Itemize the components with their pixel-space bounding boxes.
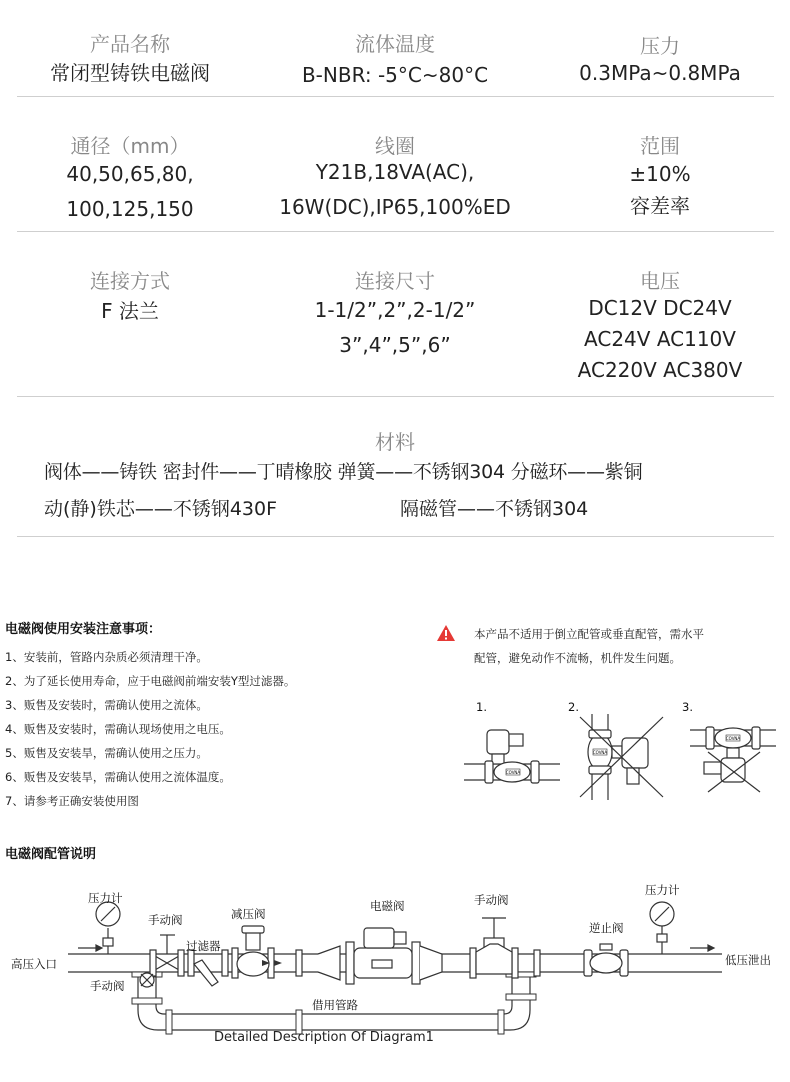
label-manual-valve-right: 手动阀 (474, 893, 509, 907)
note-item: 2、为了延长使用寿命，应于电磁阀前端安装Y型过滤器。 (5, 674, 296, 688)
notes-list (5, 645, 295, 813)
label-check-valve: 逆止阀 (589, 921, 624, 935)
spec-value-size-2: 3”,4”,5”,6” (339, 333, 451, 357)
materials-line-2b: 隔磁管——不锈钢304 (400, 498, 589, 520)
note-item: 7、请参考正确安装使用图 (5, 794, 139, 808)
install-figure-inverted-wrong (688, 712, 778, 802)
spec-value-connection: F 法兰 (101, 299, 159, 323)
spec-header-pressure: 压力 (640, 34, 680, 58)
spec-header-connection-size: 连接尺寸 (355, 269, 435, 293)
materials-line-1: 阀体——铸铁 密封件——丁晴橡胶 弹簧——不锈钢304 分磁环——紫铜 (44, 461, 643, 483)
spec-header-connection: 连接方式 (90, 269, 170, 293)
spec-value-fluid-temp: B-NBR: -5°C~80°C (301, 63, 489, 87)
note-item: 5、贩售及安装旱，需确认使用之压力。 (5, 746, 208, 760)
piping-title: 电磁阀配管说明 (5, 847, 97, 862)
brand-label: COVNA (592, 750, 608, 755)
figure-label-1: 1. (476, 700, 487, 714)
spec-value-voltage-2: AC24V AC110V (584, 327, 736, 351)
label-inlet: 高压入口 (11, 957, 57, 971)
label-outlet: 低压泄出 (725, 953, 771, 967)
spec-header-product-name: 产品名称 (90, 32, 170, 56)
figure-label-3: 3. (682, 700, 693, 714)
spec-value-pressure: 0.3MPa~0.8MPa (579, 61, 741, 85)
spec-value-voltage-3: AC220V AC380V (577, 358, 743, 382)
note-item: 1、安装前，管路内杂质必须清理干净。 (5, 650, 208, 664)
warning-line-1: 本产品不适用于倒立配管或垂直配管，需水平 (474, 627, 704, 641)
spec-value-product-name: 常闭型铸铁电磁阀 (50, 61, 210, 85)
warning-line-2: 配管，避免动作不流畅，机件发生问题。 (474, 651, 681, 665)
spec-header-bore: 通径（mm） (70, 134, 190, 158)
brand-label: COVNA (505, 770, 521, 775)
warning-text (474, 622, 704, 670)
spec-value-voltage-1: DC12V DC24V (588, 296, 732, 320)
label-pressure-gauge-left: 压力计 (88, 891, 123, 905)
label-filter: 过滤器 (186, 939, 221, 953)
warning-icon (436, 624, 456, 642)
divider (17, 536, 774, 537)
spec-header-voltage: 电压 (640, 269, 680, 293)
spec-value-range-1: ±10% (629, 162, 691, 186)
label-bypass: 借用管路 (312, 998, 358, 1012)
divider (17, 231, 774, 232)
spec-value-coil-2: 16W(DC),IP65,100%ED (279, 195, 511, 219)
install-figure-correct (462, 712, 562, 802)
figure-label-2: 2. (568, 700, 579, 714)
spec-value-range-2: 容差率 (630, 194, 690, 218)
spec-value-bore-2: 100,125,150 (66, 197, 194, 221)
materials-header: 材料 (375, 430, 415, 454)
materials-line-2a: 动(静)铁芯——不锈钢430F (44, 498, 278, 520)
label-manual-valve-top: 手动阀 (148, 913, 183, 927)
spec-value-size-1: 1-1/2”,2”,2-1/2” (314, 298, 476, 322)
divider (17, 396, 774, 397)
label-pressure-gauge-right: 压力计 (645, 883, 680, 897)
spec-value-bore-1: 40,50,65,80, (66, 162, 194, 186)
brand-label: COVNA (725, 736, 741, 741)
spec-header-fluid-temp: 流体温度 (355, 32, 435, 56)
spec-header-coil: 线圈 (375, 134, 415, 158)
label-manual-valve-bottom: 手动阀 (90, 979, 125, 993)
note-item: 4、贩售及安装时，需确认现场使用之电压。 (5, 722, 231, 736)
note-item: 6、贩售及安装旱，需确认使用之流体温度。 (5, 770, 231, 784)
label-reducing-valve: 减压阀 (231, 907, 266, 921)
diagram-caption: Detailed Description Of Diagram1 (214, 1030, 434, 1045)
divider (17, 96, 774, 97)
notes-title: 电磁阀使用安装注意事项： (5, 622, 162, 637)
install-figure-vertical-wrong (575, 712, 675, 802)
spec-value-coil-1: Y21B,18VA(AC), (315, 160, 475, 184)
note-item: 3、贩售及安装时，需确认使用之流体。 (5, 698, 208, 712)
spec-header-range: 范围 (640, 134, 680, 158)
label-solenoid-valve: 电磁阀 (370, 899, 405, 913)
